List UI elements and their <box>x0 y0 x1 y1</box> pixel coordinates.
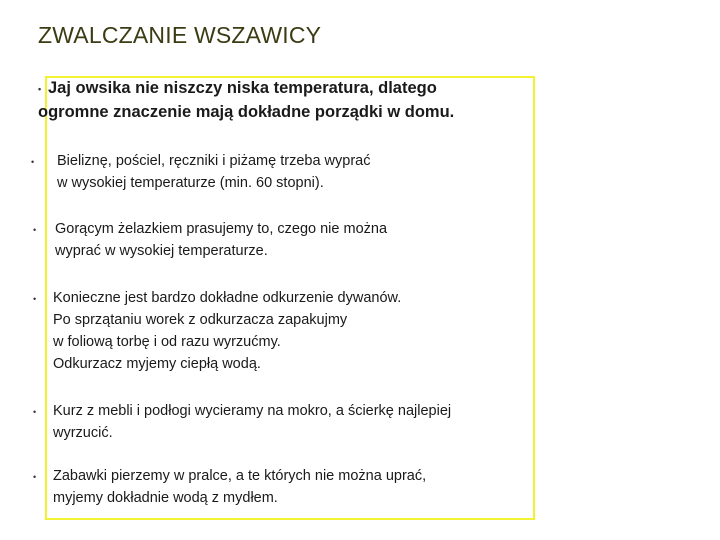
list-item <box>33 400 528 444</box>
lead-line-1: Jaj owsika nie niszczy niska temperatura, dlatego <box>48 79 437 97</box>
bullet-icon: • <box>31 157 35 167</box>
list-item-text: Gorącym żelazkiem prasujemy to, czego nie można wyprać w wysokiej temperaturze. <box>55 221 388 259</box>
list-item <box>33 465 523 509</box>
list-item-text: Kurz z mebli i podłogi wycieramy na mokro, a ścierkę najlepiej wyrzucić. <box>53 403 452 441</box>
bullet-icon: • <box>33 407 37 417</box>
slide-title: ZWALCZANIE WSZAWICY <box>38 22 322 48</box>
bullet-icon: • <box>33 472 37 482</box>
list-item-text: Konieczne jest bardzo dokładne odkurzenie dywanów. Po sprzątaniu worek z odkurzacza zapakujmy w foliową torbę i od razu wyrzućmy. Odkurzacz myjemy ciepłą wodą. <box>53 290 402 372</box>
lead-line-2: ogromne znaczenie mają dokładne porządki w domu. <box>38 103 455 121</box>
bullet-icon: • <box>38 84 42 94</box>
list-item <box>31 150 527 194</box>
bullet-icon: • <box>33 225 37 235</box>
list-item-text: Zabawki pierzemy w pralce, a te których nie można uprać, myjemy dokładnie wodą z mydłem. <box>53 468 427 506</box>
lead-paragraph <box>38 76 518 124</box>
bullet-icon: • <box>33 294 37 304</box>
list-item <box>33 218 525 262</box>
list-item <box>33 287 523 375</box>
list-item-text: Bieliznę, pościel, ręczniki i piżamę trzeba wyprać w wysokiej temperaturze (min. 60 stopni). <box>57 153 371 191</box>
